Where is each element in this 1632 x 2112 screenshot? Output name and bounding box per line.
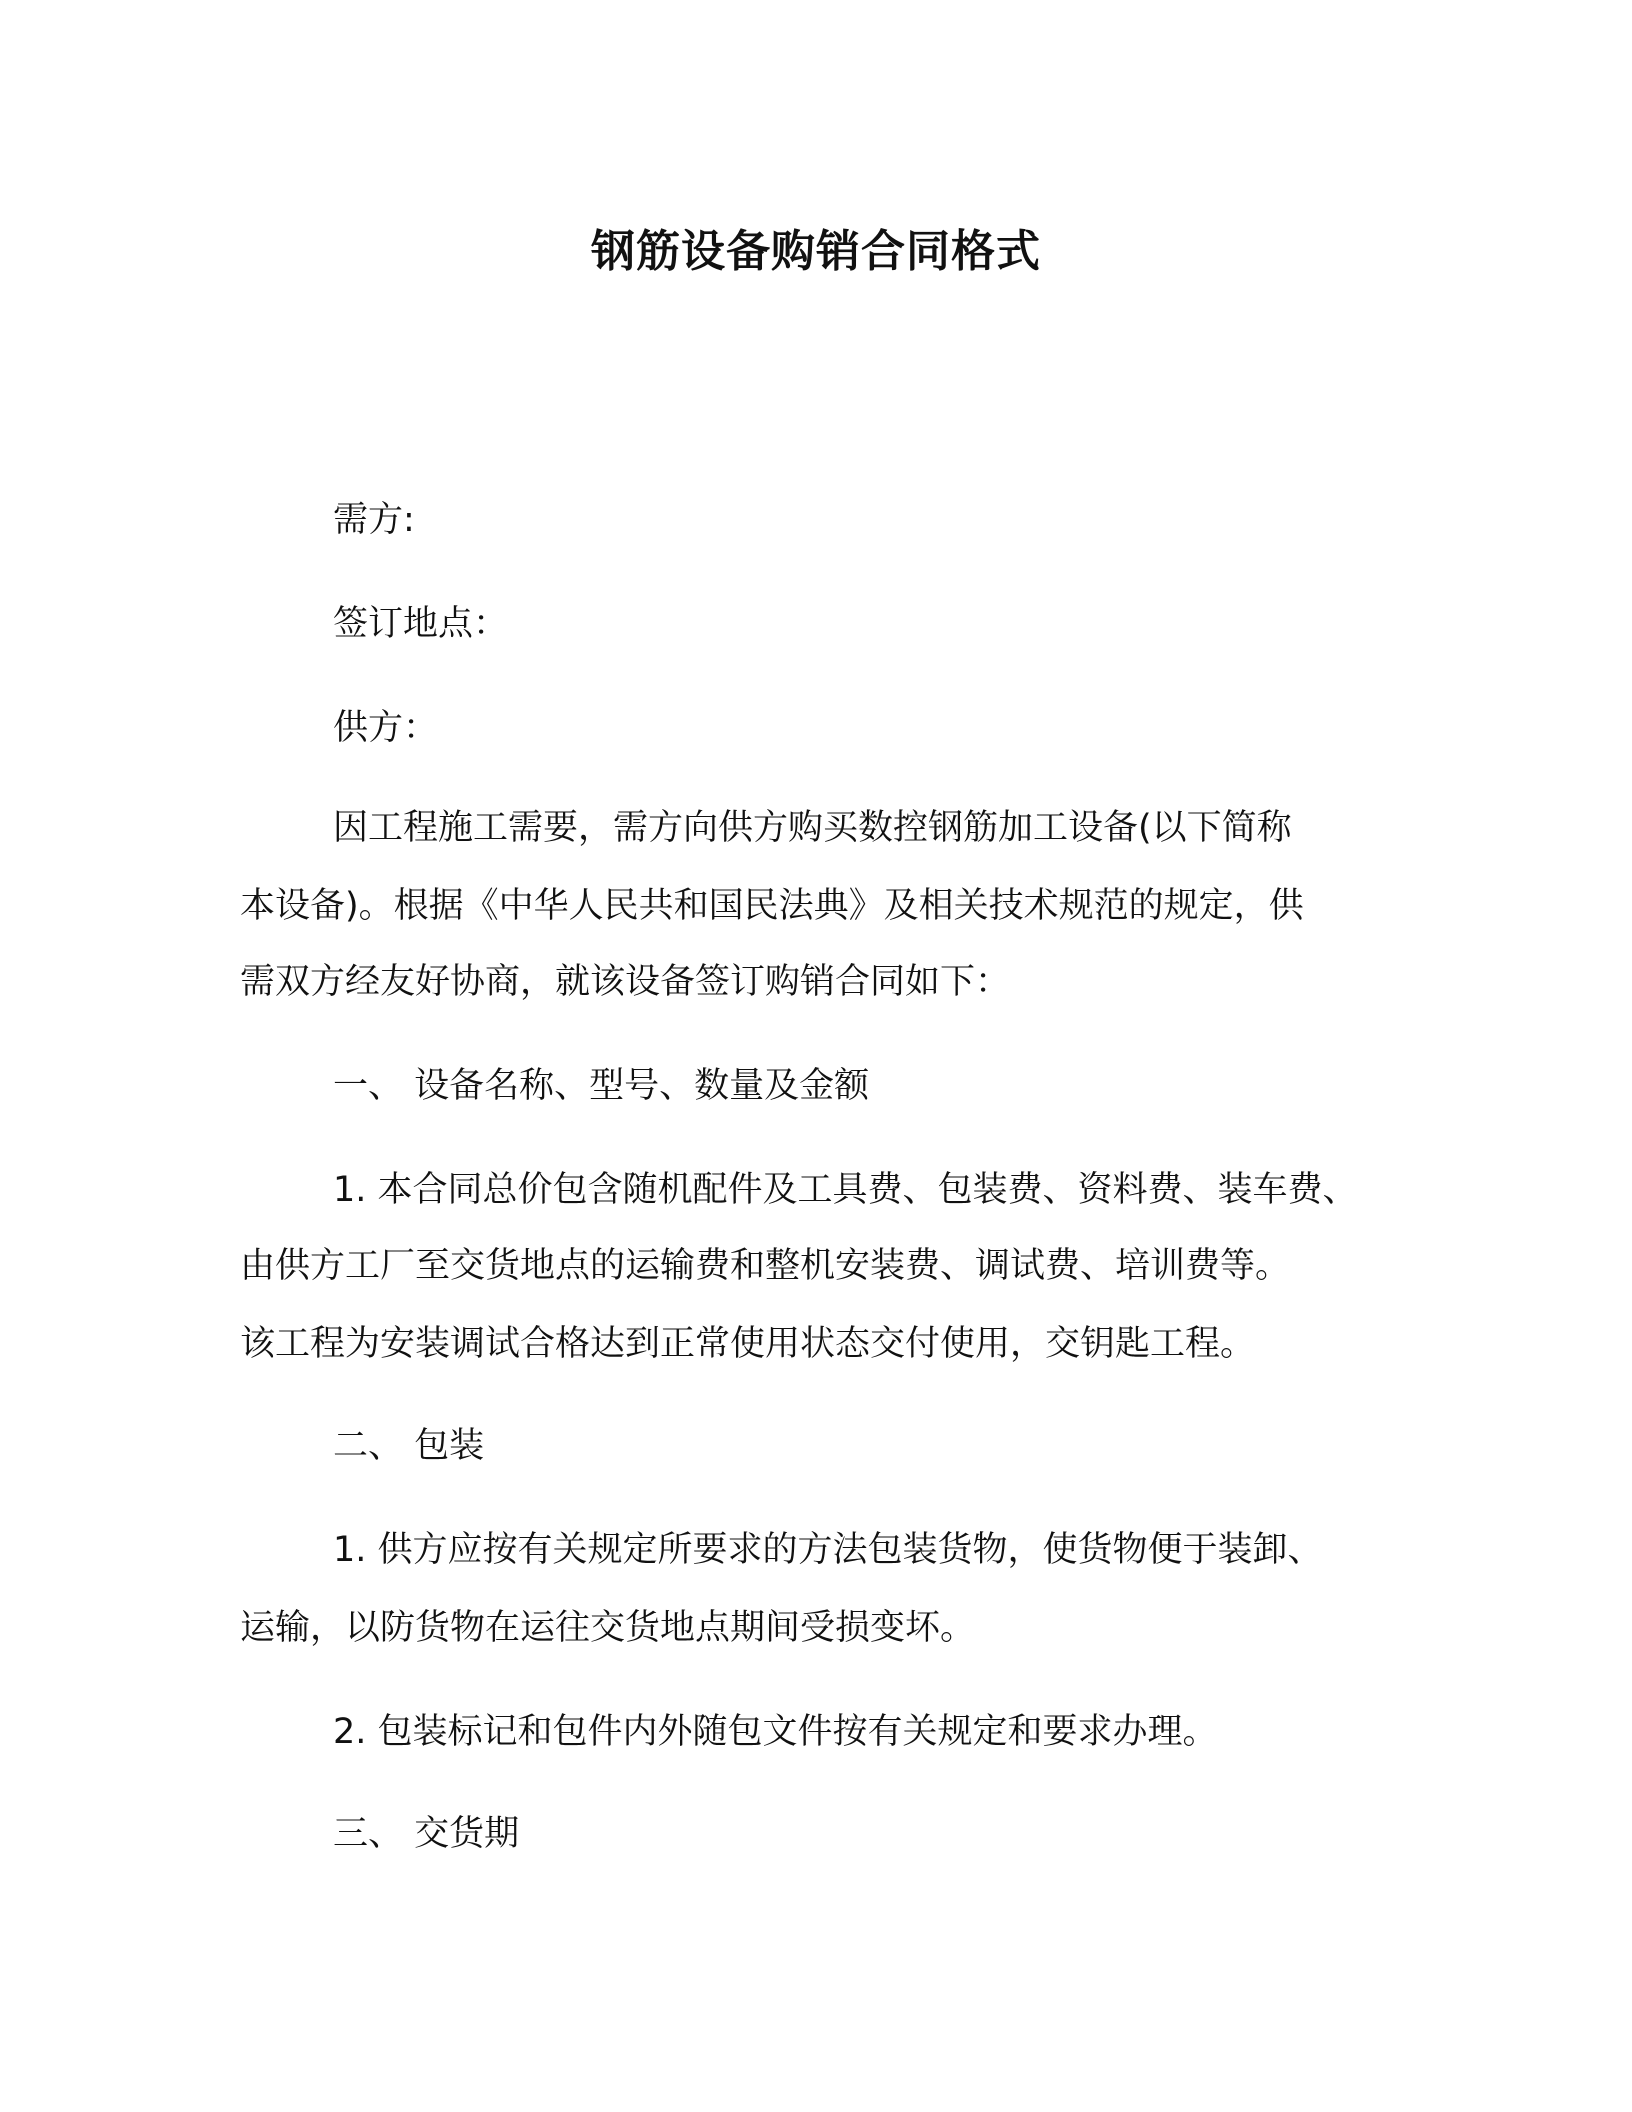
section-heading-3: 三、 交货期	[333, 1814, 520, 1854]
clause-1-1-line-3: 该工程为安装调试合格达到正常使用状态交付使用，交钥匙工程。	[240, 1324, 1256, 1364]
document-title: 钢筋设备购销合同格式	[591, 226, 1041, 277]
clause-2-1-line-1: 1. 供方应按有关规定所要求的方法包装货物，使货物便于装卸、	[333, 1530, 1323, 1570]
clause-1-1-line-2: 由供方工厂至交货地点的运输费和整机安装费、调试费、培训费等。	[240, 1246, 1291, 1286]
intro-line-3: 需双方经友好协商，就该设备签订购销合同如下：	[240, 962, 1011, 1002]
intro-line-1: 因工程施工需要，需方向供方购买数控钢筋加工设备(以下简称	[333, 808, 1292, 848]
field-buyer: 需方:	[333, 500, 415, 540]
clause-2-2: 2. 包装标记和包件内外随包文件按有关规定和要求办理。	[333, 1712, 1218, 1752]
clause-2-1-line-2: 运输，以防货物在运往交货地点期间受损变坏。	[240, 1608, 976, 1648]
field-signing-place: 签订地点：	[333, 604, 509, 644]
section-heading-1: 一、 设备名称、型号、数量及金额	[333, 1066, 870, 1106]
section-heading-2: 二、 包装	[333, 1426, 485, 1466]
clause-1-1-line-1: 1. 本合同总价包含随机配件及工具费、包装费、资料费、装车费、	[333, 1170, 1358, 1210]
intro-line-2: 本设备)。根据《中华人民共和国民法典》及相关技术规范的规定，供	[240, 886, 1304, 926]
field-supplier: 供方：	[333, 708, 439, 748]
